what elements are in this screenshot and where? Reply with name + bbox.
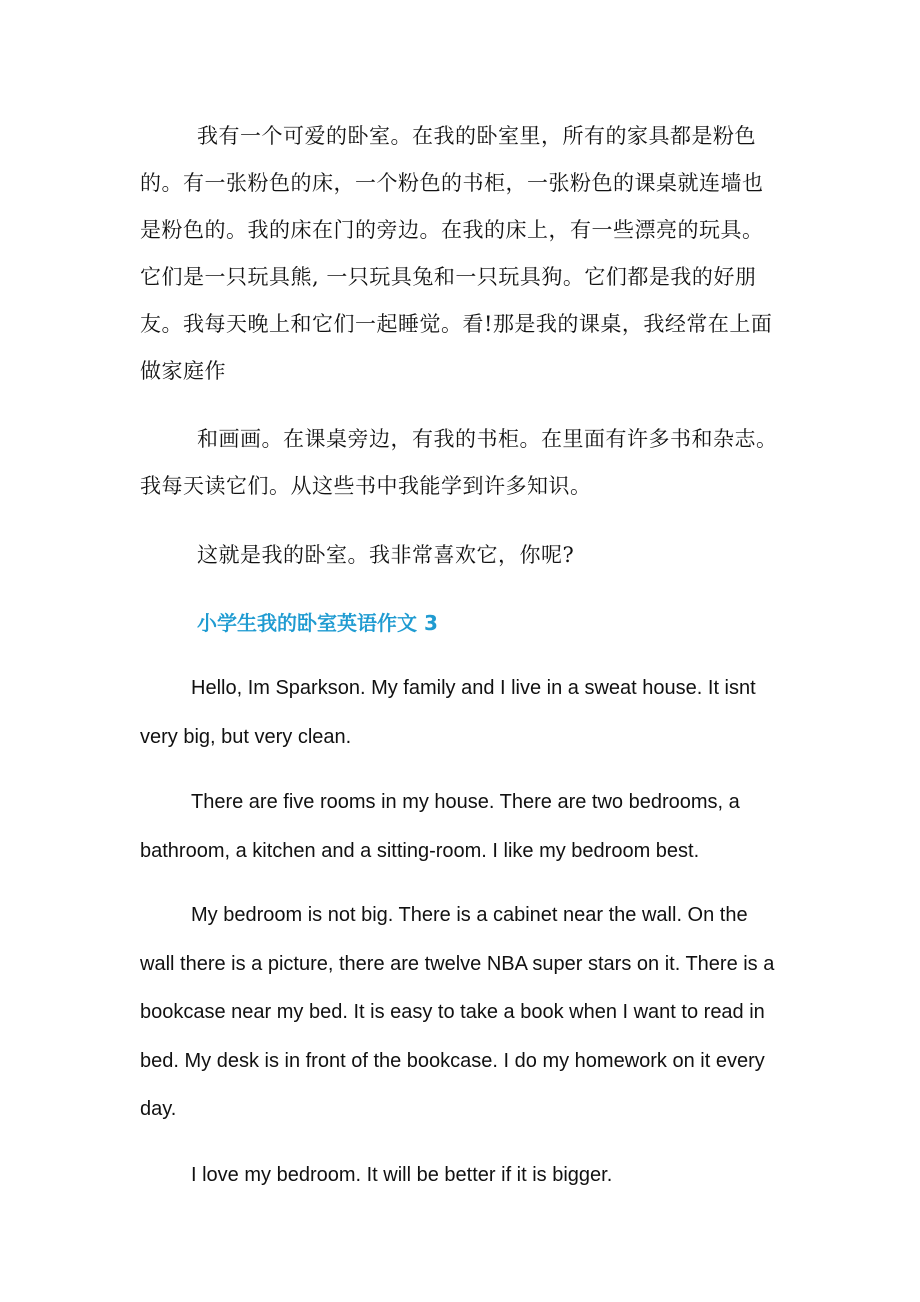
english-paragraph-3: My bedroom is not big. There is a cabinet near the wall. On the wall there is a picture, there are twelve NBA super stars on it. There is a bookcase near my bed. It is easy to take a book when I want to read in bed. My desk is in front of the bookcase. I do my homework on it every day. [140, 904, 775, 1120]
chinese-paragraph-1: 我有一个可爱的卧室。在我的卧室里，所有的家具都是粉色的。有一张粉色的床，一个粉色的书柜，一张粉色的课桌就连墙也是粉色的。我的床在门的旁边。在我的床上，有一些漂亮的玩具。它们是一只玩具熊, 一只玩具兔和一只玩具狗。它们都是我的好朋友。我每天晚上和它们一起睡觉。看!那是我的课桌，我经常在上面做家庭作 [140, 124, 773, 383]
english-paragraph-4: I love my bedroom. It will be better if it is bigger. [191, 1164, 613, 1186]
chinese-paragraph-2: 和画画。在课桌旁边，有我的书柜。在里面有许多书和杂志。我每天读它们。从这些书中我能学到许多知识。 [140, 427, 778, 498]
english-paragraph-1: Hello, Im Sparkson. My family and I live in a sweat house. It isnt very big, but very clean. [140, 677, 756, 748]
section-heading: 小学生我的卧室英语作文 3 [197, 611, 438, 635]
chinese-paragraph-3: 这就是我的卧室。我非常喜欢它，你呢? [197, 543, 575, 567]
english-paragraph-2: There are five rooms in my house. There are two bedrooms, a bathroom, a kitchen and a sitting-room. I like my bedroom best. [140, 791, 740, 862]
